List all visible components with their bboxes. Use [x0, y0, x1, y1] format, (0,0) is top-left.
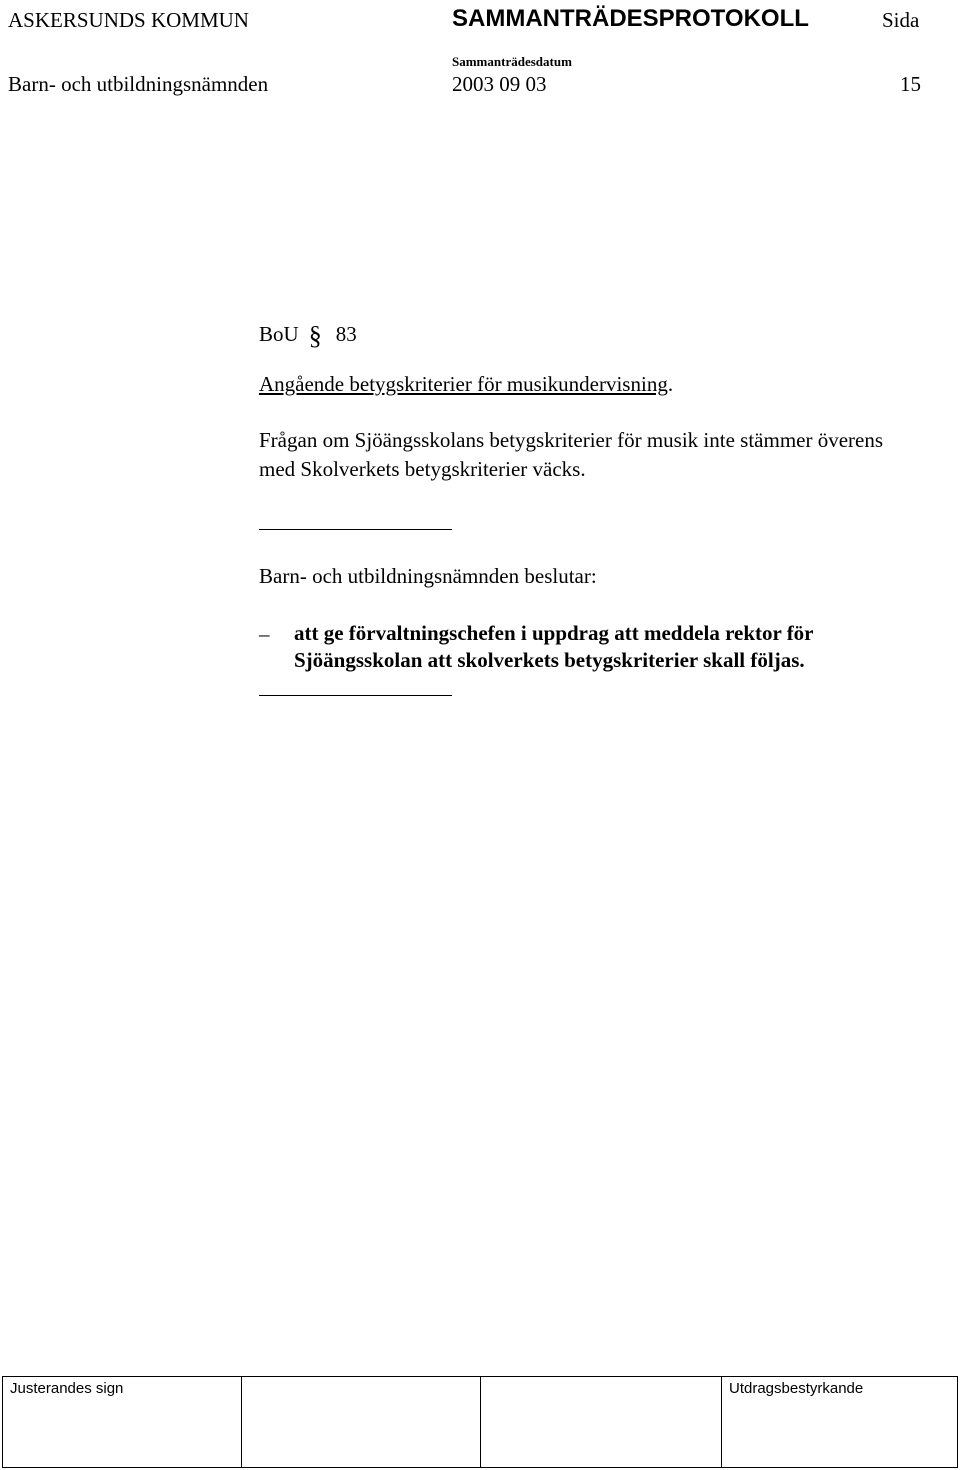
signature-label: Justerandes sign	[10, 1380, 124, 1397]
organization-name: ASKERSUNDS KOMMUN	[8, 8, 249, 32]
body-paragraph	[259, 426, 883, 484]
section-reference	[259, 318, 357, 348]
decision-line: Sjöängsskolan att skolverkets betygskriterier skall följas.	[294, 648, 805, 672]
page-number: 15	[900, 72, 921, 96]
page-label: Sida	[882, 8, 920, 32]
section-sign-icon: §	[308, 321, 322, 350]
committee-name: Barn- och utbildningsnämnden	[8, 72, 269, 96]
section-number: 83	[335, 322, 357, 346]
paragraph-line: med Skolverkets betygskriterier väcks.	[259, 457, 586, 481]
document-title: SAMMANTRÄDESPROTOKOLL	[452, 5, 809, 32]
signature-cell	[3, 1377, 242, 1467]
meeting-date-label: Sammanträdesdatum	[452, 54, 572, 69]
divider-line	[259, 529, 452, 530]
signature-cell	[481, 1377, 722, 1467]
subject-period: .	[667, 372, 674, 396]
subject-line	[259, 372, 673, 397]
certification-label: Utdragsbestyrkande	[729, 1380, 864, 1397]
subject-text: Angående betygskriterier för musikundervisning	[259, 372, 668, 396]
signature-table	[2, 1376, 958, 1468]
paragraph-line: Frågan om Sjöängsskolans betygskriterier för musik inte stämmer överens	[259, 428, 884, 452]
decision-item	[294, 620, 814, 674]
section-prefix: BoU	[259, 322, 299, 346]
meeting-date: 2003 09 03	[452, 72, 547, 96]
bullet-dash: –	[259, 622, 270, 646]
signature-cell	[242, 1377, 481, 1467]
certification-cell	[722, 1377, 957, 1467]
decision-line: att ge förvaltningschefen i uppdrag att meddela rektor för	[294, 621, 814, 645]
divider-line	[259, 695, 452, 696]
decision-heading: Barn- och utbildningsnämnden beslutar:	[259, 564, 597, 588]
